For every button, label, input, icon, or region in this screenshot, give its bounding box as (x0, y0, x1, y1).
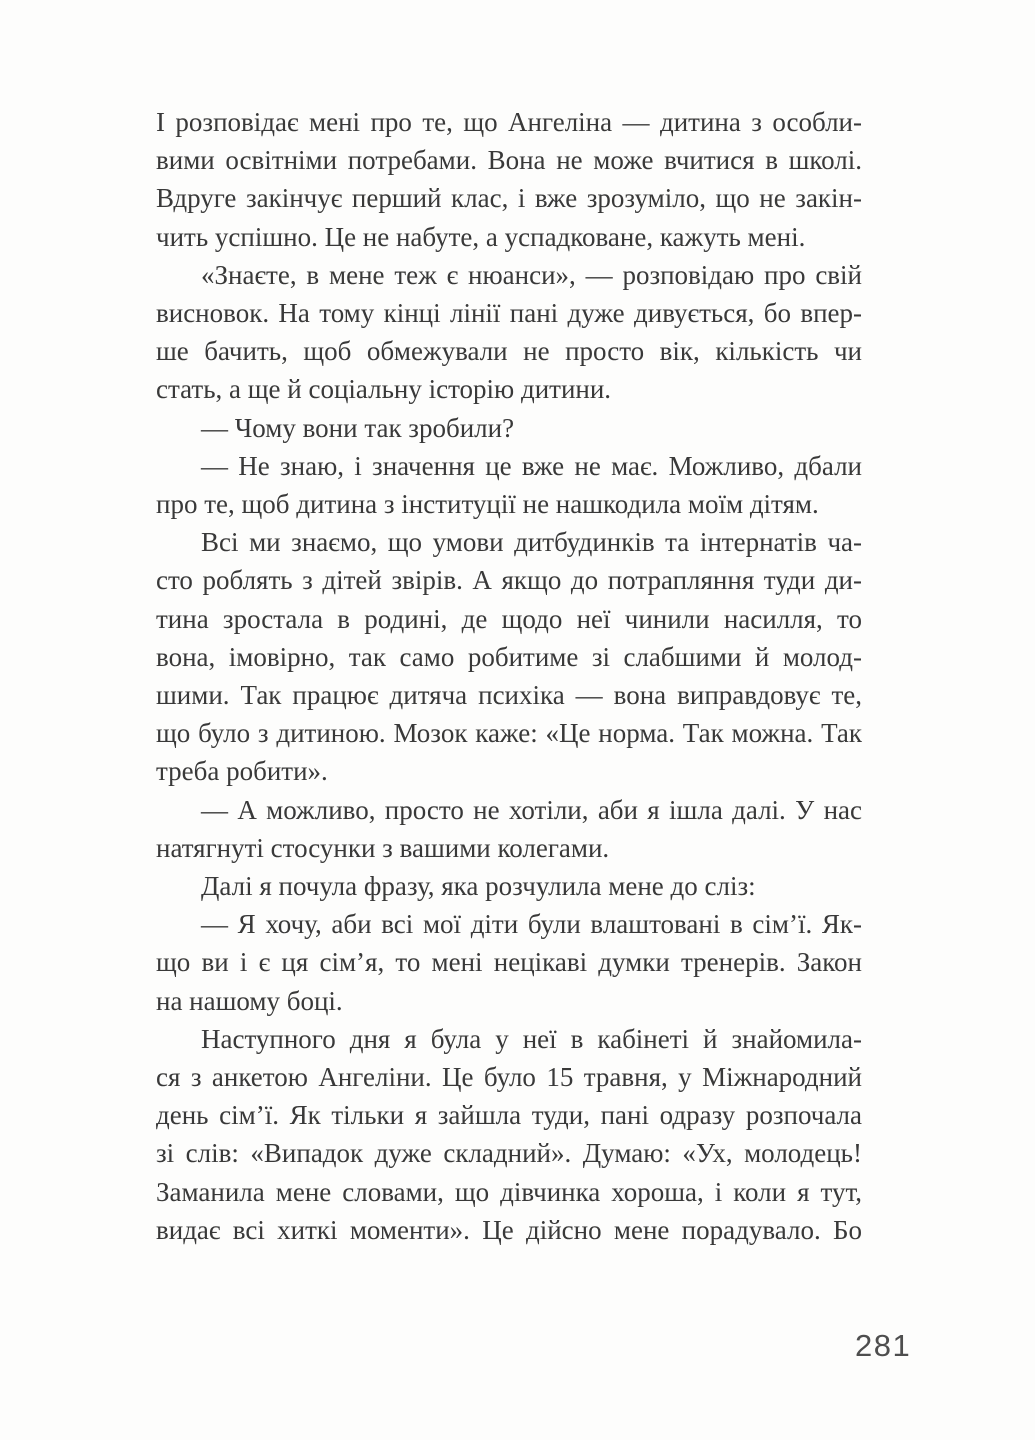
text-line: — Не знаю, і значення це вже не має. Можливо, дбали (201, 450, 862, 481)
text-line: Всі ми знаємо, що умови дитбудинків та інтернатів ча- (201, 527, 862, 558)
text-line: Вдруге закінчує перший клас, і вже зрозуміло, що не закін- (156, 183, 862, 214)
paragraph (156, 409, 862, 447)
text-line: тина зростала в родині, де щодо неї чинили насилля, то (156, 603, 862, 634)
text-line: висновок. На тому кінці лінії пані дуже дивується, бо впер- (156, 298, 862, 329)
text-line: зі слів: «Випадок дуже складний». Думаю: «Ух, молодець! (156, 1138, 862, 1169)
text-line: ше бачить, щоб обмежували не просто вік, кількість чи (156, 336, 862, 367)
text-line: шими. Так працює дитяча психіка — вона виправдовує те, (156, 680, 862, 711)
text-line: — Я хочу, аби всі мої діти були влаштовані в сім’ї. Як- (201, 909, 862, 940)
text-line: — А можливо, просто не хотіли, аби я ішла далі. У нас (201, 794, 862, 825)
paragraph (156, 103, 862, 256)
text-line: «Знаєте, в мене теж є нюанси», — розповідаю про свій (201, 259, 862, 290)
paragraph (156, 791, 862, 867)
paragraph (156, 905, 862, 1020)
text-line: Далі я почула фразу, яка розчулила мене до сліз: (201, 871, 756, 902)
text-line: сто роблять з дітей звірів. А якщо до потрапляння туди ди- (156, 565, 862, 596)
text-line: стать, а ще й соціальну історію дитини. (156, 374, 612, 405)
text-block (156, 103, 862, 1249)
text-line: натягнуті стосунки з вашими колегами. (156, 832, 610, 863)
paragraph (156, 256, 862, 409)
paragraph (156, 867, 862, 905)
text-line: треба робити». (156, 756, 328, 787)
text-line: про те, щоб дитина з інституції не нашкодила моїм дітям. (156, 489, 819, 520)
text-line: видає всі хиткі моменти». Це дійсно мене порадувало. Бо (156, 1214, 862, 1245)
paragraph (156, 1020, 862, 1249)
page-number: 281 (855, 1328, 912, 1363)
text-line: І розповідає мені про те, що Ангеліна — дитина з особли- (156, 107, 862, 137)
text-line: Заманила мене словами, що дівчинка хороша, і коли я тут, (156, 1176, 862, 1207)
paragraph (156, 447, 862, 523)
text-line: день сім’ї. Як тільки я зайшла туди, пані одразу розпочала (156, 1100, 862, 1131)
text-line: на нашому боці. (156, 985, 343, 1016)
text-line: Наступного дня я була у неї в кабінеті й знайомила- (201, 1023, 862, 1054)
text-line: що було з дитиною. Мозок каже: «Це норма. Так можна. Так (156, 718, 862, 749)
paragraph (156, 523, 862, 790)
text-line: ся з анкетою Ангеліни. Це було 15 травня, у Міжнародний (156, 1062, 862, 1093)
text-line: що ви і є ця сім’я, то мені нецікаві думки тренерів. Закон (156, 947, 862, 978)
text-line: вими освітніми потребами. Вона не може вчитися в школі. (156, 145, 862, 176)
text-line: вона, імовірно, так само робитиме зі слабшими й молод- (156, 641, 862, 672)
text-line: чить успішно. Це не набуте, а успадковане, кажуть мені. (156, 221, 806, 252)
text-line: — Чому вони так зробили? (201, 412, 515, 443)
